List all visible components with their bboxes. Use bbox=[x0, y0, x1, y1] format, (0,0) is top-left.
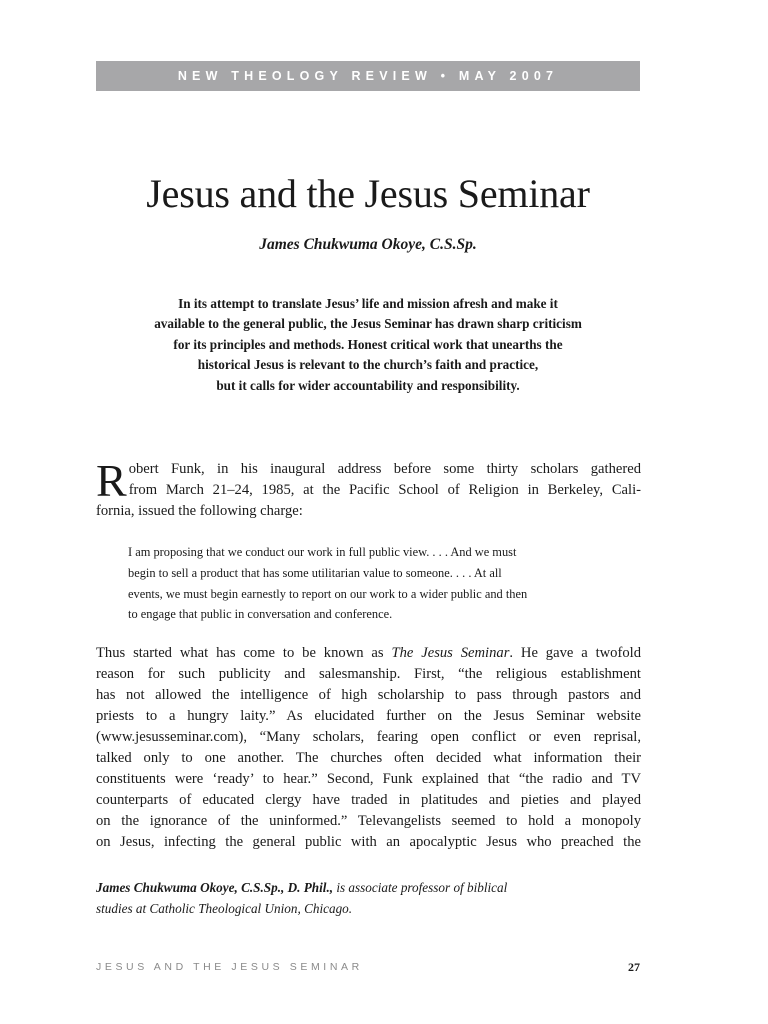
paragraph-line: on Jesus, infecting the general public with an apocalyptic Jesus who preached the bbox=[96, 834, 641, 850]
paragraph-line: counterparts of educated clergy have traded in platitudes and pieties and played bbox=[96, 792, 641, 808]
paragraph-line: priests to a hungry laity.” As elucidated further on the Jesus Seminar website bbox=[96, 708, 641, 724]
text-run: is associate professor of biblical bbox=[333, 880, 508, 895]
abstract-line: but it calls for wider accountability and responsibility. bbox=[216, 377, 520, 393]
abstract-line: historical Jesus is relevant to the church’s faith and practice, bbox=[197, 357, 539, 373]
page-number: 27 bbox=[628, 960, 640, 974]
bio-line: studies at Catholic Theological Union, Chicago. bbox=[96, 901, 353, 916]
abstract bbox=[104, 294, 632, 396]
text-run: . He gave a twofold bbox=[509, 645, 641, 661]
article-title: Jesus and the Jesus Seminar bbox=[146, 171, 590, 216]
body-paragraph bbox=[96, 643, 641, 853]
drop-cap: R bbox=[96, 455, 127, 506]
paragraph-line: from March 21–24, 1985, at the Pacific School of Religion in Berkeley, Cali- bbox=[128, 482, 641, 498]
journal-header-bar bbox=[96, 61, 640, 91]
journal-header-text: NEW THEOLOGY REVIEW • MAY 2007 bbox=[177, 69, 559, 83]
bio-name: James Chukwuma Okoye, C.S.Sp., D. Phil., bbox=[96, 880, 334, 895]
text-run: Thus started what has come to be known as bbox=[96, 645, 392, 661]
italic-title: The Jesus Seminar bbox=[391, 645, 510, 661]
bio-line bbox=[96, 877, 636, 898]
paragraph-line: talked only to one another. The churches often decided what information their bbox=[96, 750, 641, 766]
paragraph-line: has not allowed the intelligence of high scholarship to pass through pastors and bbox=[96, 687, 641, 703]
article-author: James Chukwuma Okoye, C.S.Sp. bbox=[259, 236, 477, 253]
paragraph-line: reason for such publicity and salesmanship. First, “the religious establishment bbox=[96, 666, 641, 682]
quote-line: to engage that public in conversation and conference. bbox=[128, 607, 393, 622]
paragraph-line: on the ignorance of the uninformed.” Televangelists seemed to hold a monopoly bbox=[96, 813, 641, 829]
quote-line: begin to sell a product that has some utilitarian value to someone. . . . At all bbox=[128, 565, 502, 580]
block-quote bbox=[128, 542, 609, 625]
quote-line: I am proposing that we conduct our work in full public view. . . . And we must bbox=[128, 545, 517, 559]
paragraph-line: fornia, issued the following charge: bbox=[96, 503, 303, 519]
quote-line: events, we must begin earnestly to report on our work to a wider public and then bbox=[128, 586, 528, 601]
abstract-line: available to the general public, the Jesus Seminar has drawn sharp criticism bbox=[154, 316, 582, 332]
paragraph-line bbox=[96, 643, 641, 664]
opening-paragraph bbox=[96, 455, 641, 522]
paragraph-line: (www.jesusseminar.com), “Many scholars, fearing open conflict or even reprisal, bbox=[96, 729, 641, 745]
paragraph-line: constituents were ‘ready’ to hear.” Second, Funk explained that “the radio and TV bbox=[96, 771, 641, 787]
paragraph-line: obert Funk, in his inaugural address before some thirty scholars gathered bbox=[128, 461, 641, 477]
author-bio bbox=[96, 877, 636, 919]
abstract-line: for its principles and methods. Honest critical work that unearths the bbox=[173, 336, 563, 352]
running-footer-title: JESUS AND THE JESUS SEMINAR bbox=[96, 961, 363, 973]
abstract-line: In its attempt to translate Jesus’ life and mission afresh and make it bbox=[178, 296, 558, 311]
